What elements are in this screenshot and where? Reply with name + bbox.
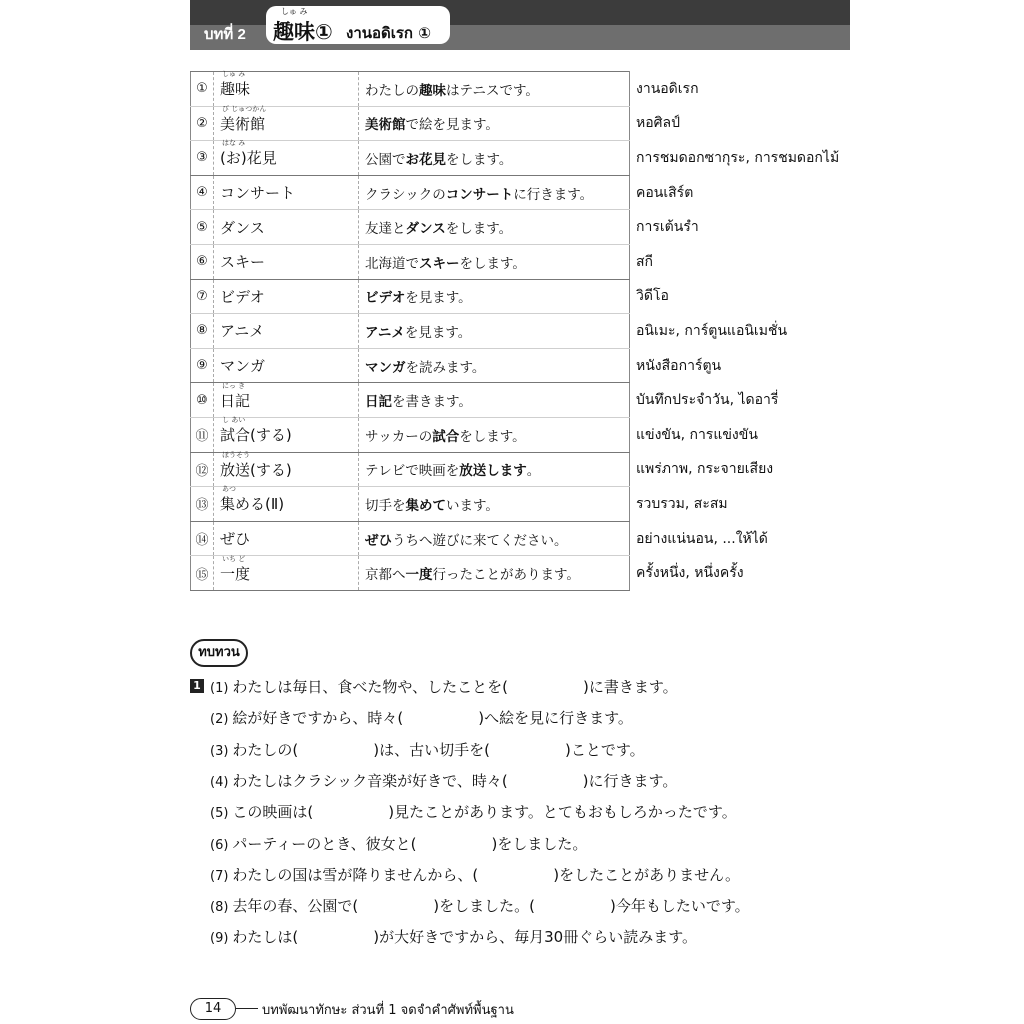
vocab-word [214, 175, 359, 210]
vocab-thai: การชมดอกซากุระ, การชมดอกไม้ [636, 149, 840, 166]
section-number: 1 [190, 679, 204, 693]
example-keyword: 美術館 [365, 117, 406, 134]
vocab-number: ⑨ [191, 348, 214, 383]
example-keyword: コンサート [445, 186, 514, 203]
vocab-number: ⑪ [191, 417, 214, 452]
vocab-word-text: マンガ [220, 357, 266, 376]
review-tag: ทบทวน [190, 639, 248, 667]
title-jp: 趣味① [273, 20, 333, 44]
title-th: งานอดิเรก ① [346, 24, 431, 42]
question-number: (4) [210, 774, 229, 790]
vocab-thai: งานอดิเรก [636, 80, 699, 97]
question-item [210, 676, 678, 697]
question-text: わたしはクラシック音楽が好きで、時々( )に行きます。 [232, 771, 678, 790]
vocab-word-text: 一度 [220, 564, 251, 583]
vocab-word-text: 集める(Ⅱ) [220, 495, 285, 514]
example-text: に行きます。 [513, 186, 594, 203]
vocab-word-text: (お)花見 [220, 149, 277, 168]
vocab-number: ③ [191, 141, 214, 176]
vocab-row [191, 417, 857, 452]
vocab-word [214, 487, 359, 522]
vocab-number: ⑩ [191, 383, 214, 418]
vocab-row [191, 556, 857, 591]
example-text: を見ます。 [405, 290, 472, 307]
vocab-ruby: ほうそう [222, 450, 250, 459]
vocab-row [191, 383, 857, 418]
vocab-number: ⑥ [191, 244, 214, 279]
vocab-number: ④ [191, 175, 214, 210]
example-keyword: スキー [419, 255, 460, 272]
example-keyword: アニメ [365, 324, 405, 341]
vocab-word-text: 放送(する) [220, 460, 292, 479]
vocab-word-text: 試合(する) [220, 426, 292, 445]
example-text: 。 [526, 463, 541, 480]
question-number: (9) [210, 931, 229, 947]
example-text: をします。 [459, 255, 526, 272]
vocab-example [359, 175, 630, 210]
question-number: (8) [210, 900, 229, 916]
vocab-row [191, 72, 857, 107]
vocab-example [359, 244, 630, 279]
vocab-example [359, 314, 630, 349]
example-text: を書きます。 [392, 394, 472, 411]
vocab-word [214, 383, 359, 418]
vocab-word-text: ぜひ [220, 530, 251, 549]
vocab-example [359, 279, 630, 314]
example-text: 友達と [365, 221, 406, 238]
vocab-row [191, 487, 857, 522]
vocab-ruby: しゅ み [222, 70, 246, 79]
question-item [210, 926, 697, 947]
vocab-number: ⑫ [191, 452, 214, 487]
vocab-example [359, 210, 630, 245]
example-text: をします。 [459, 428, 526, 445]
question-item [210, 739, 645, 760]
vocab-word-text: ダンス [220, 218, 265, 237]
vocab-word [214, 106, 359, 141]
example-text: 北海道で [365, 255, 419, 272]
page-number: 14 [190, 998, 236, 1020]
vocab-thai: แข่งขัน, การแข่งขัน [636, 426, 758, 443]
question-number: (5) [210, 806, 229, 822]
example-text: で絵を見ます。 [405, 117, 499, 134]
question-text: わたしの( )は、古い切手を( )ことです。 [232, 740, 645, 759]
vocab-example [359, 521, 630, 556]
vocab-word-text: 美術館 [220, 114, 266, 133]
example-text: 公園で [365, 151, 406, 168]
vocab-word-text: ビデオ [220, 287, 265, 306]
vocab-word-text: 趣味 [220, 80, 251, 99]
question-number: (7) [210, 868, 229, 884]
example-text: クラシックの [365, 186, 446, 203]
vocab-word [214, 72, 359, 107]
vocab-word [214, 244, 359, 279]
vocab-thai: อย่างแน่นอน, ...ให้ได้ [636, 530, 768, 547]
vocab-example [359, 487, 630, 522]
vocab-ruby: あつ [222, 485, 236, 494]
vocab-example [359, 417, 630, 452]
example-text: 京都へ [365, 567, 406, 584]
vocab-thai: สกี [636, 253, 654, 270]
vocab-row [191, 141, 857, 176]
question-text: 絵が好きですから、時々( )へ絵を見に行きます。 [232, 709, 633, 728]
vocab-example [359, 383, 630, 418]
vocab-number: ⑧ [191, 314, 214, 349]
vocab-word [214, 314, 359, 349]
vocab-thai: บันทึกประจำวัน, ไดอารี่ [636, 392, 779, 409]
example-keyword: 趣味 [419, 82, 446, 99]
example-text: サッカーの [365, 428, 433, 445]
chapter-label: บทที่ 2 [204, 26, 246, 43]
vocab-number: ① [191, 72, 214, 107]
vocab-number: ⑬ [191, 487, 214, 522]
example-text: を読みます。 [405, 359, 486, 376]
example-keyword: お花見 [405, 151, 446, 168]
vocab-number: ⑮ [191, 556, 214, 591]
question-number: (6) [210, 837, 229, 853]
vocab-thai: รวบรวม, สะสม [636, 495, 728, 512]
example-text: 切手を [365, 497, 406, 514]
vocab-thai: วิดีโอ [636, 288, 669, 305]
example-text: わたしの [365, 82, 419, 99]
question-number: (2) [210, 712, 229, 728]
vocab-thai: แพร่ภาพ, กระจายเสียง [636, 461, 774, 478]
vocab-word-text: 日記 [220, 391, 251, 410]
vocab-number: ② [191, 106, 214, 141]
vocab-row [191, 106, 857, 141]
vocab-number: ⑭ [191, 521, 214, 556]
vocab-example [359, 556, 630, 591]
vocab-thai: หอศิลป์ [636, 115, 680, 132]
question-text: 去年の春、公園で( )をしました。( )今年もしたいです。 [232, 897, 750, 916]
question-text: この映画は( )見たことがあります。とてもおもしろかったです。 [232, 803, 737, 822]
vocab-thai: หนังสือการ์ตูน [636, 357, 722, 374]
footer-text: บทพัฒนาทักษะ ส่วนที่ 1 จดจำคำศัพท์พื้นฐาน [262, 1003, 514, 1018]
vocab-word [214, 279, 359, 314]
vocab-ruby: はな み [222, 139, 246, 148]
vocab-row [191, 521, 857, 556]
footer-divider [236, 1008, 258, 1009]
vocab-thai: การเต้นรำ [636, 219, 699, 236]
vocab-row [191, 175, 857, 210]
example-keyword: ぜひ [365, 532, 392, 549]
vocab-number: ⑦ [191, 279, 214, 314]
example-keyword: ダンス [405, 221, 446, 238]
vocab-word [214, 452, 359, 487]
vocab-row [191, 210, 857, 245]
title-ruby: しゅ み [281, 7, 308, 16]
vocab-word [214, 210, 359, 245]
example-text: をします。 [446, 151, 513, 168]
example-keyword: マンガ [365, 359, 406, 376]
question-item [210, 707, 633, 728]
vocab-word [214, 417, 359, 452]
vocab-row [191, 452, 857, 487]
question-number: (1) [210, 681, 229, 696]
vocab-ruby: し あい [222, 416, 246, 425]
example-text: をします。 [445, 221, 513, 238]
question-item [210, 801, 737, 822]
vocab-word-text: コンサート [220, 184, 296, 203]
example-text: います。 [446, 497, 499, 514]
example-text: 行ったことがあります。 [432, 567, 580, 584]
question-item [210, 770, 677, 791]
vocab-thai: ครั้งหนึ่ง, หนึ่งครั้ง [636, 565, 744, 582]
question-item [210, 895, 750, 916]
example-keyword: ビデオ [365, 290, 406, 307]
vocab-row [191, 279, 857, 314]
vocab-ruby: いち ど [222, 554, 246, 563]
question-item [210, 833, 587, 854]
vocab-row [191, 314, 857, 349]
question-text: わたしは毎日、食べた物や、したことを( )に書きます。 [232, 678, 678, 696]
vocab-thai: อนิเมะ, การ์ตูนแอนิเมชั่น [636, 322, 788, 339]
example-keyword: 一度 [405, 567, 433, 584]
vocab-row [191, 348, 857, 383]
question-text: わたしの国は雪が降りませんから、( )をしたことがありません。 [232, 865, 741, 884]
example-keyword: 日記 [365, 394, 392, 411]
vocab-example [359, 141, 630, 176]
example-text: はテニスです。 [446, 82, 539, 99]
vocab-word [214, 521, 359, 556]
example-keyword: 集めて [405, 497, 446, 514]
question-text: わたしは( )が大好きですから、毎月30冊ぐらい読みます。 [232, 928, 698, 947]
vocab-ruby: び じゅつかん [222, 104, 267, 113]
vocab-example [359, 348, 630, 383]
vocab-example [359, 452, 630, 487]
example-text: うちへ遊びに来てください。 [392, 532, 568, 549]
example-text: を見ます。 [404, 324, 472, 341]
example-text: テレビで映画を [365, 463, 460, 480]
example-keyword: 試合 [432, 428, 460, 445]
vocab-thai: คอนเสิร์ต [636, 184, 694, 201]
question-text: パーティーのとき、彼女と( )をしました。 [232, 834, 588, 853]
vocab-word [214, 348, 359, 383]
vocab-example [359, 72, 630, 107]
vocab-number: ⑤ [191, 210, 214, 245]
question-number: (3) [210, 743, 229, 759]
vocab-word [214, 141, 359, 176]
vocab-table [190, 71, 857, 591]
vocab-word-text: アニメ [220, 322, 265, 341]
vocab-row [191, 244, 857, 279]
vocab-example [359, 106, 630, 141]
vocab-ruby: にっ き [222, 381, 246, 390]
vocab-word [214, 556, 359, 591]
vocab-word-text: スキー [220, 253, 266, 272]
example-keyword: 放送します [459, 463, 527, 480]
question-item [210, 864, 740, 885]
